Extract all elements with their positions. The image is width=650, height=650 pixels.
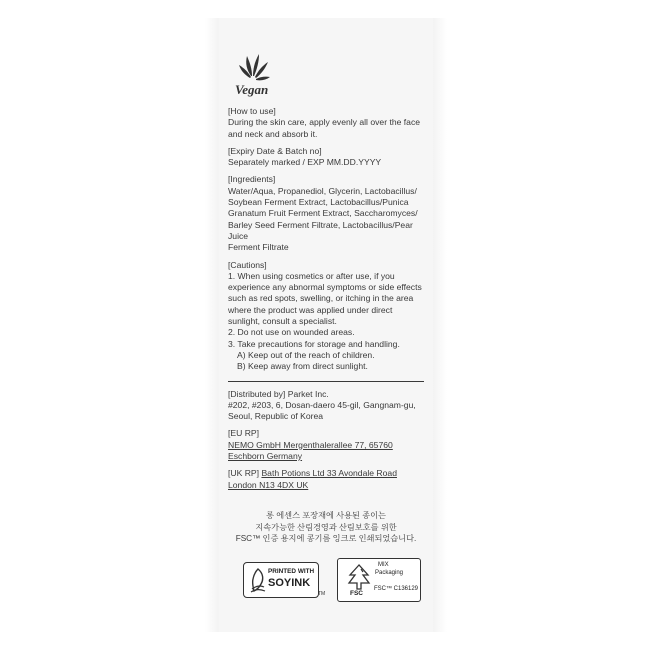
text-line: 3. Take precautions for storage and handling.	[228, 338, 400, 349]
text-line: and neck and absorb it.	[228, 128, 318, 139]
text-line: A) Keep out of the reach of children.	[237, 349, 375, 360]
section-heading: [Ingredients]	[228, 174, 276, 185]
text-line: Separately marked / EXP MM.DD.YYYY	[228, 157, 382, 168]
fsc-code: FSC™ C136129	[374, 586, 419, 592]
text-line: Water/Aqua, Propanediol, Glycerin, Lactobacillus/	[228, 185, 417, 196]
label-text	[228, 106, 428, 491]
divider	[228, 381, 424, 382]
section-heading: [How to use]	[228, 106, 276, 116]
soyink-badge	[243, 562, 319, 598]
text-line: London N13 4DX UK	[228, 479, 309, 490]
fsc-mix: MIX	[378, 562, 389, 568]
text-line: sunlight, consult a specialist.	[228, 316, 337, 327]
uk-rp-section	[228, 468, 428, 491]
text-line: 지속가능한 산림경영과 산림보호를 위한	[255, 522, 397, 532]
distributor-name: Parket Inc.	[287, 388, 329, 399]
eu-rp-section	[228, 428, 428, 462]
text-line: B) Keep away from direct sunlight.	[237, 361, 368, 372]
korean-note	[219, 510, 433, 545]
text-line: 롱 에센스 포장재에 사용된 종이는	[266, 511, 386, 520]
text-line: Bath Potions Ltd 33 Avondale Road	[261, 468, 397, 479]
section-heading: [Distributed by]	[228, 388, 286, 399]
soybean-icon	[248, 567, 268, 593]
fsc-badge	[337, 558, 421, 602]
section-heading: [EU RP]	[228, 428, 260, 439]
text-line: During the skin care, apply evenly all over the face	[228, 117, 421, 128]
text-line: 2. Do not use on wounded areas.	[228, 327, 355, 338]
soyink-line1: PRINTED WITH	[268, 568, 315, 575]
section-heading: [UK RP]	[228, 468, 260, 479]
text-line: Barley Seed Ferment Filtrate, Lactobacillus/Pear Juice	[228, 219, 413, 241]
text-line: Granatum Fruit Ferment Extract, Saccharomyces/	[228, 208, 418, 219]
fsc-logo-text: FSC	[350, 590, 363, 597]
fsc-tree-icon	[345, 563, 373, 591]
text-line: FSC™ 인증 용지에 콩기름 잉크로 인쇄되었습니다.	[235, 534, 417, 543]
section-heading: [Expiry Date & Batch no]	[228, 145, 322, 156]
text-line: NEMO GmbH Mergenthalerallee 77, 65760	[228, 439, 393, 450]
vegan-logo-text: Vegan	[235, 82, 269, 97]
text-line: experience any abnormal symptoms or side effects	[228, 282, 422, 293]
expiry-section	[228, 146, 428, 169]
ingredients-section	[228, 174, 428, 253]
text-line: Ferment Filtrate	[228, 242, 289, 253]
cautions-section	[228, 260, 428, 373]
text-line: Soybean Ferment Extract, Lactobacillus/Punica	[228, 197, 409, 208]
fsc-packaging: Packaging	[375, 570, 404, 576]
text-line: such as red spots, swelling, or itching in the area	[228, 293, 414, 304]
text-line: 1. When using cosmetics or after use, if you	[228, 270, 395, 281]
how-to-use-section	[228, 106, 428, 140]
text-line: #202, #203, 6, Dosan-daero 45-gil, Gangnam-gu,	[228, 399, 416, 410]
section-heading: [Cautions]	[228, 259, 267, 270]
distributed-section	[228, 389, 428, 423]
soyink-line2: SOYINK	[268, 577, 311, 589]
product-box-panel	[218, 18, 434, 632]
soyink-tm: TM	[318, 591, 326, 597]
text-line: where the product was applied under direct	[228, 304, 393, 315]
text-line: Eschborn Germany	[228, 451, 303, 462]
text-line: Seoul, Republic of Korea	[228, 411, 324, 422]
